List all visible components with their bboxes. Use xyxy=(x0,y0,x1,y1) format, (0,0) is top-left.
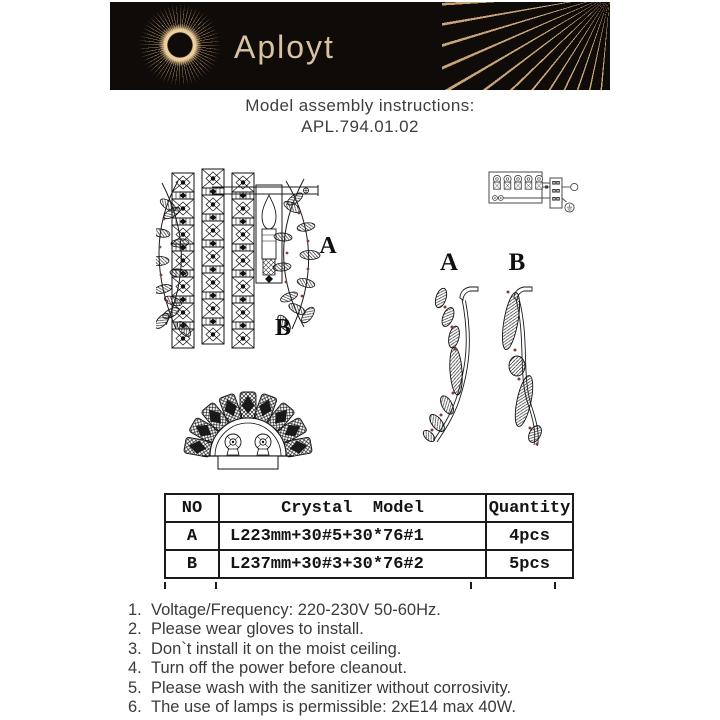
item-number: 1. xyxy=(128,601,142,619)
item-text: Please wear gloves to install. xyxy=(151,620,364,639)
strand-a-drawing xyxy=(421,287,478,444)
item-number: 6. xyxy=(128,698,142,717)
item-text: Voltage/Frequency: 220-230V 50-60Hz. xyxy=(151,601,441,619)
crystal-strands-drawing xyxy=(414,244,550,452)
cell-no: B xyxy=(165,550,219,578)
item-text: Please wash with the sanitizer without corrosivity. xyxy=(151,678,512,697)
list-item xyxy=(128,640,688,659)
instructions-list xyxy=(128,601,688,717)
front-view-label-a: A xyxy=(319,233,337,259)
item-text: The use of lamps is permissible: 2xE14 max 40W. xyxy=(151,698,516,717)
starburst-icon xyxy=(138,3,222,87)
table-row xyxy=(165,550,573,578)
item-number: 2. xyxy=(128,620,142,639)
cell-model: L223mm+30#5+30*76#1 xyxy=(219,522,486,550)
front-view-label-b: B xyxy=(274,315,292,341)
strand-b-label: B xyxy=(508,249,526,276)
table-border-tick xyxy=(554,582,556,589)
strand-a-label: A xyxy=(439,249,459,276)
list-item xyxy=(128,698,688,717)
item-number: 3. xyxy=(128,639,142,658)
item-text: Don`t install it on the moist ceiling. xyxy=(151,639,402,658)
header-no: NO xyxy=(165,494,219,522)
table-border-tick xyxy=(470,582,472,589)
title-line: Model assembly instructions: xyxy=(245,96,475,115)
header-model: Crystal Model xyxy=(219,494,486,522)
list-item xyxy=(128,620,688,639)
table-border-tick xyxy=(164,582,166,589)
rays-decoration-icon xyxy=(442,2,610,90)
cell-no: A xyxy=(165,522,219,550)
sconce-top-view-drawing xyxy=(172,366,324,472)
brand-header xyxy=(110,2,610,90)
item-number: 5. xyxy=(128,678,142,697)
list-item xyxy=(128,679,688,698)
table-row xyxy=(165,522,573,550)
brand-name: Aployt xyxy=(234,29,335,65)
wiring-diagram xyxy=(486,167,586,219)
table-header-row xyxy=(165,494,573,522)
cell-qty: 4pcs xyxy=(486,522,573,550)
list-item xyxy=(128,659,688,678)
item-number: 4. xyxy=(128,659,142,678)
table-border-tick xyxy=(215,582,217,589)
cell-model: L237mm+30#3+30*76#2 xyxy=(219,550,486,578)
title-block xyxy=(0,95,720,137)
strand-b-drawing xyxy=(499,287,544,446)
item-text: Turn off the power before cleanout. xyxy=(151,659,407,678)
list-item xyxy=(128,601,688,620)
header-qty: Quantity xyxy=(486,494,573,522)
cell-qty: 5pcs xyxy=(486,550,573,578)
crystal-parts-table xyxy=(164,493,574,579)
model-number: APL.794.01.02 xyxy=(301,117,419,136)
sconce-front-view-drawing xyxy=(156,165,354,351)
